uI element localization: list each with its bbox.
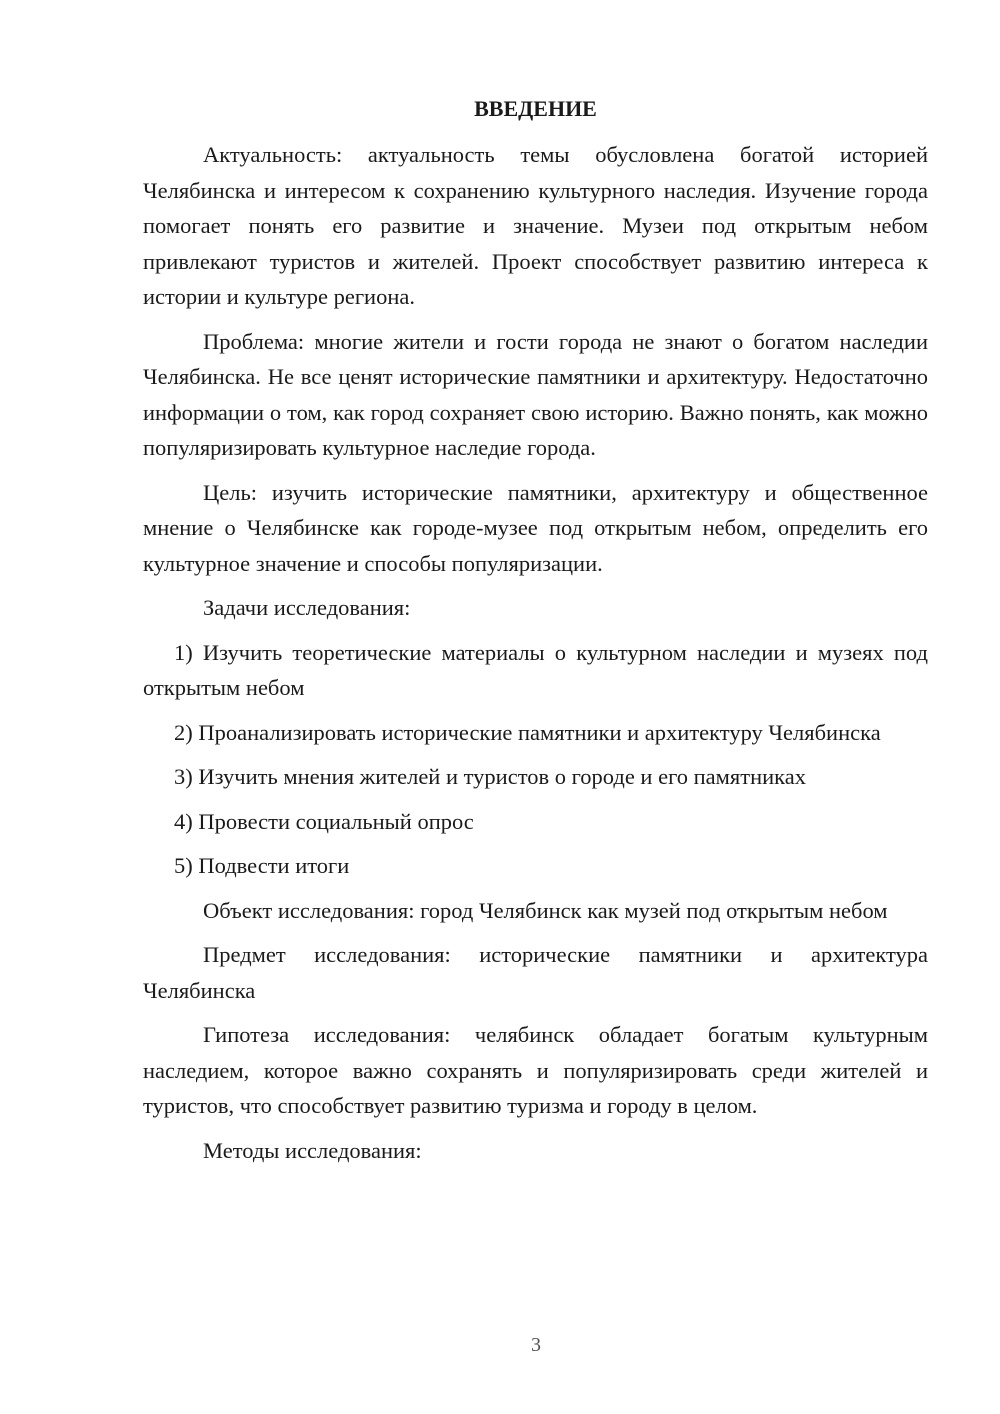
tasks-heading: Задачи исследования: [203,595,411,620]
list-item: 2) Проанализировать исторические памятники и архитектуру Челябинска [174,719,881,745]
page-number: 3 [531,1334,541,1356]
paragraph-goal: Цель: изучить исторические памятники, архитектуру и общественное мнение о Челябинске как городе-музее под открытым небом, определить его культурное значение и способы популяризации. [143,479,928,576]
section-title: ВВЕДЕНИЕ [474,96,597,121]
list-item: 3) Изучить мнения жителей и туристов о городе и его памятниках [174,764,806,789]
paragraph-problem: Проблема: многие жители и гости города не знают о богатом наследии Челябинска. Не все ценят исторические памятники и архитектуру. Недостаточно информации о том, как город сохраняет свою историю. Важно понять, как можно популяризировать культурное наследие города. [143,328,928,460]
paragraph-subject: Предмет исследования: исторические памятники и архитектура Челябинска [143,942,928,1003]
paragraph-relevance: Актуальность: актуальность темы обусловлена богатой историей Челябинска и интересом к сохранению культурного наследия. Изучение города помогает понять его развитие и значение. Музеи под открытым небом привлекают туристов и жителей. Проект способствует развитию интереса к истории и культуре региона. [143,142,928,309]
document-page [143,95,928,1177]
list-item: 5) Подвести итоги [174,853,350,878]
paragraph-hypothesis: Гипотеза исследования: челябинск обладает богатым культурным наследием, которое важно сохранять и популяризировать среди жителей и туристов, что способствует развитию туризма и городу в целом. [143,1022,928,1118]
list-item: 1) Изучить теоретические материалы о культурном наследии и музеях под открытым небом [143,639,928,700]
methods-heading: Методы исследования: [203,1137,422,1163]
paragraph-object: Объект исследования: город Челябинск как музей под открытым небом [203,897,888,923]
list-item: 4) Провести социальный опрос [174,808,474,834]
